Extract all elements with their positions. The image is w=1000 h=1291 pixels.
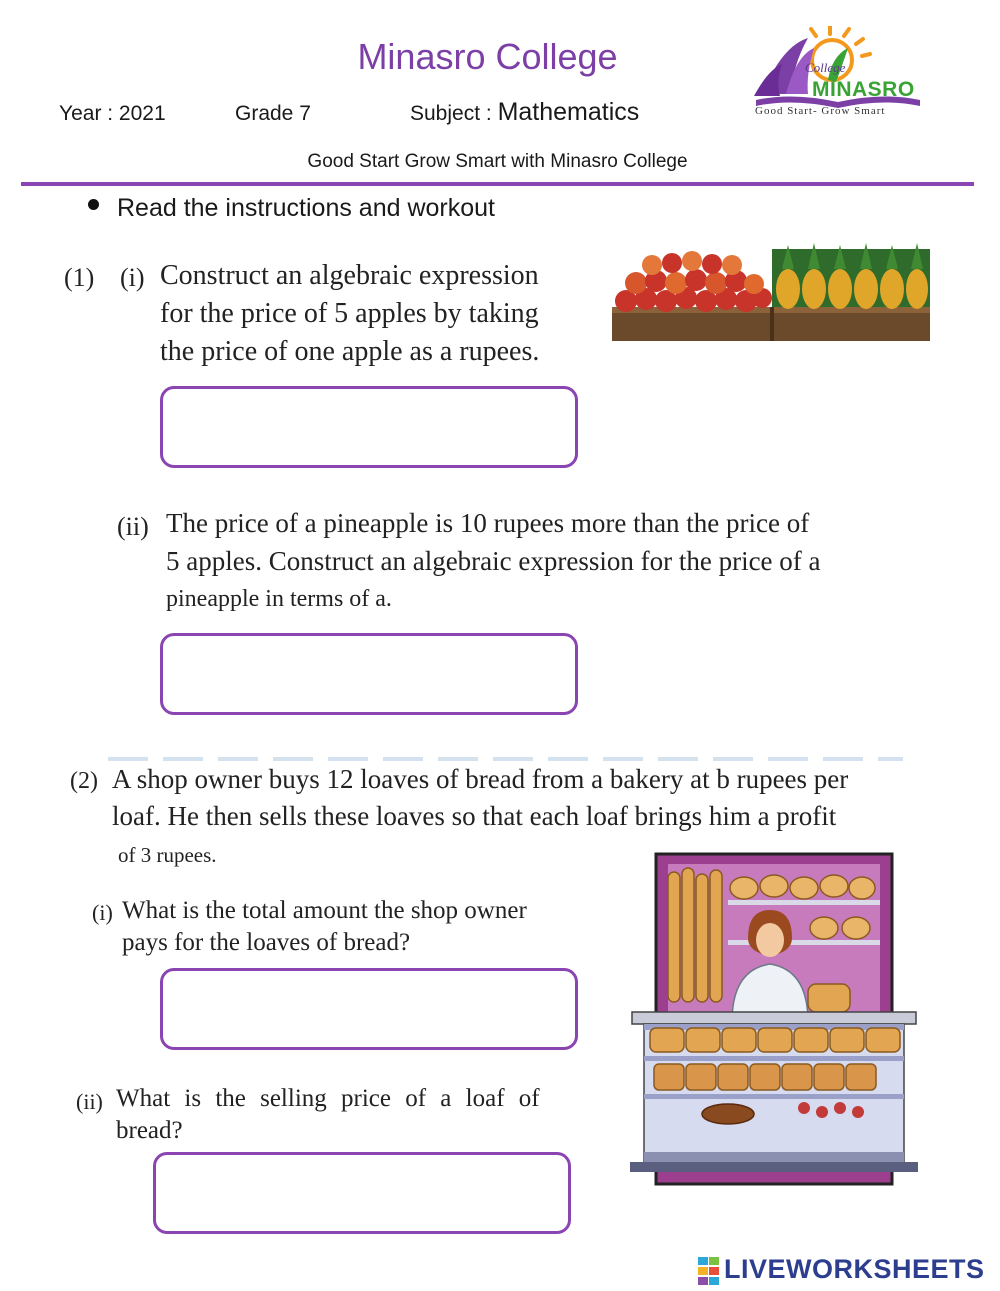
text-line: the price of one apple as a rupees. xyxy=(160,336,540,367)
text-line: 5 apples. Construct an algebraic expression for the price of a xyxy=(166,546,821,576)
answer-box-1-ii[interactable] xyxy=(160,633,578,715)
bakery-shop-image xyxy=(628,852,920,1197)
question-2-number: (2) xyxy=(70,768,98,794)
question-2-stem xyxy=(112,761,848,835)
header-divider xyxy=(21,182,974,186)
year-label: Year : 2021 xyxy=(59,102,166,125)
logo-small-word: College xyxy=(805,60,846,75)
text-line: What is the total amount the shop owner xyxy=(122,897,527,924)
fruit-crate-image xyxy=(612,243,930,343)
liveworksheets-icon xyxy=(698,1257,720,1285)
text-line: The price of a pineapple is 10 rupees more than the price of xyxy=(166,508,810,538)
text-line: loaf. He then sells these loaves so that each loaf brings him a profit xyxy=(112,801,837,831)
page-tagline: Good Start Grow Smart with Minasro College xyxy=(307,151,688,172)
logo-tagline: Good Start- Grow Smart xyxy=(755,105,886,117)
text-line: Construct an algebraic expression xyxy=(160,260,539,291)
instruction-text: Read the instructions and workout xyxy=(117,194,495,222)
question-2-part-i-label: (i) xyxy=(92,900,113,925)
grade-label: Grade 7 xyxy=(235,102,311,125)
text-line: What is the selling price of a loaf of xyxy=(116,1085,540,1112)
question-2-part-ii-label: (ii) xyxy=(76,1089,103,1114)
question-1-part-i-text xyxy=(160,257,539,371)
college-title: Minasro College xyxy=(357,36,618,77)
text-line: for the price of 5 apples by taking xyxy=(160,298,539,329)
question-2-part-i-text xyxy=(122,895,527,959)
footer-brand[interactable]: LIVEWORKSHEETS xyxy=(724,1254,985,1284)
text-line: pays for the loaves of bread? xyxy=(122,929,411,956)
question-1-part-ii-label: (ii) xyxy=(117,512,149,541)
question-1-part-i-label: (i) xyxy=(120,263,145,292)
subject-label: Subject : xyxy=(410,102,492,125)
text-line: A shop owner buys 12 loaves of bread from a bakery at b rupees per xyxy=(112,764,849,794)
question-1-number: (1) xyxy=(64,263,95,292)
subject xyxy=(410,98,639,127)
answer-box-2-ii[interactable] xyxy=(153,1152,571,1234)
bullet-icon xyxy=(88,199,99,210)
text-line: bread? xyxy=(116,1117,183,1144)
subject-value: Mathematics xyxy=(497,98,640,126)
logo-name: MINASRO xyxy=(812,78,915,101)
question-1-part-ii-text xyxy=(166,504,821,618)
question-2-part-ii-text xyxy=(116,1083,540,1147)
answer-box-1-i[interactable] xyxy=(160,386,578,468)
question-2-stem-line-3: of 3 rupees. xyxy=(118,843,217,867)
text-line: pineapple in terms of a. xyxy=(166,586,392,612)
answer-box-2-i[interactable] xyxy=(160,968,578,1050)
